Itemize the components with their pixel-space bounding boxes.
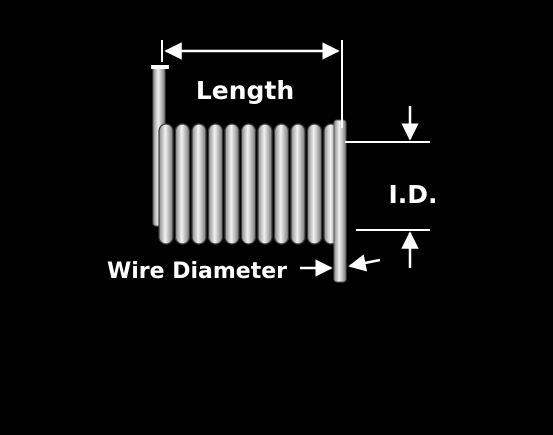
- wire-diameter-label: Wire Diameter: [107, 259, 288, 284]
- spring-coils: [159, 124, 338, 244]
- length-label: Length: [195, 76, 295, 105]
- inner-diameter-label: I.D.: [388, 180, 438, 209]
- spring-coil: [192, 124, 206, 244]
- spring-coil: [308, 124, 322, 244]
- spring-coil: [258, 124, 272, 244]
- length-dimension: [162, 40, 342, 128]
- spring-coil: [291, 124, 305, 244]
- spring-coil: [225, 124, 239, 244]
- wire-arrow-right: [350, 260, 380, 266]
- spring-coil: [275, 124, 289, 244]
- spring-coil: [176, 124, 190, 244]
- spring-coil: [159, 124, 173, 244]
- spring-coil: [209, 124, 223, 244]
- spring-bottom-leg: [334, 120, 346, 282]
- inner-diameter-dimension: [345, 106, 438, 268]
- spring-coil: [242, 124, 256, 244]
- spring-top-leg-cap: [151, 65, 169, 69]
